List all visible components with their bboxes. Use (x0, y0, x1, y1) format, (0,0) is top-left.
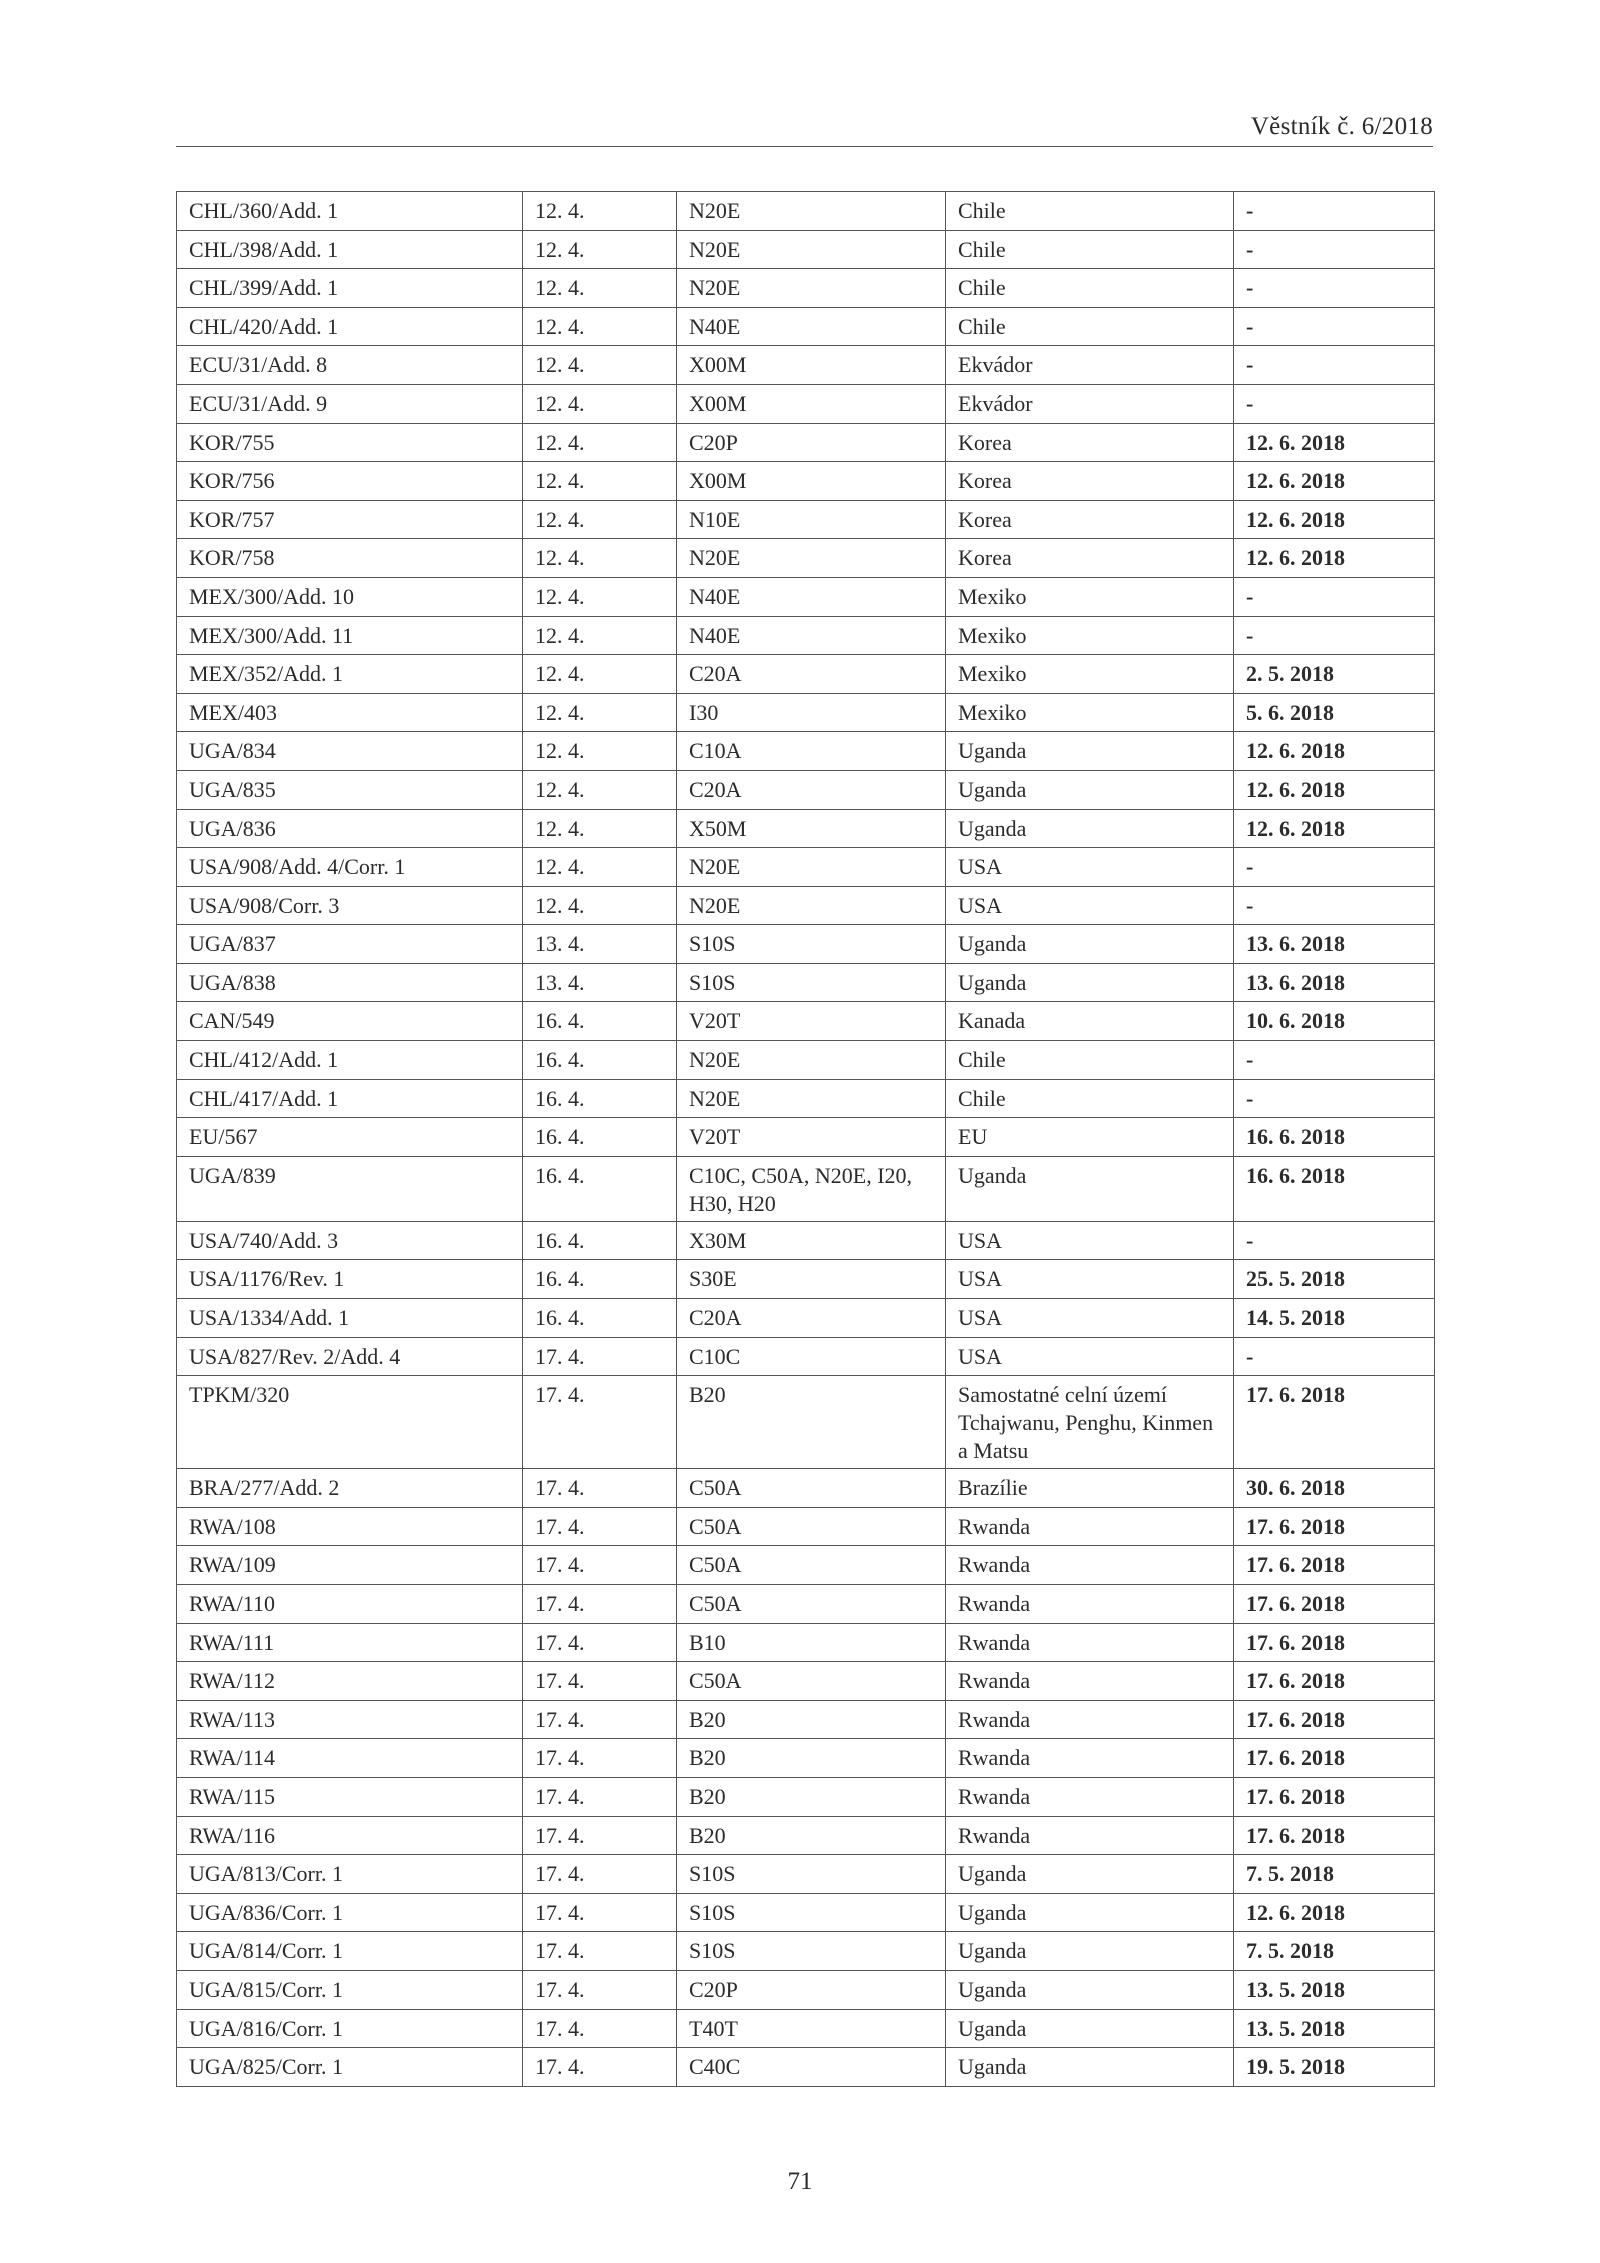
table-row (177, 1893, 1435, 1932)
notification-date-cell: 12. 4. (523, 809, 677, 848)
table-row (177, 1816, 1435, 1855)
notification-date-cell: 17. 4. (523, 1855, 677, 1894)
journal-title: Věstník č. 6/2018 (1250, 113, 1433, 140)
table-row (177, 963, 1435, 1002)
product-code-cell: C20A (677, 770, 946, 809)
notification-date-cell: 12. 4. (523, 616, 677, 655)
table-row (177, 1739, 1435, 1778)
document-id-cell: MEX/403 (177, 693, 523, 732)
deadline-cell: 19. 5. 2018 (1234, 2048, 1435, 2087)
member-cell: Korea (946, 500, 1234, 539)
product-code-cell: V20T (677, 1118, 946, 1157)
deadline-cell: 12. 6. 2018 (1234, 539, 1435, 578)
table-row (177, 384, 1435, 423)
member-cell: Rwanda (946, 1739, 1234, 1778)
product-code-cell: S10S (677, 1855, 946, 1894)
document-id-cell: ECU/31/Add. 9 (177, 384, 523, 423)
table-row (177, 1662, 1435, 1701)
table-row (177, 346, 1435, 385)
page-footer (0, 2168, 1600, 2196)
deadline-cell: - (1234, 577, 1435, 616)
product-code-cell: B20 (677, 1777, 946, 1816)
table-row (177, 1469, 1435, 1508)
member-cell: USA (946, 1221, 1234, 1260)
product-code-cell: C40C (677, 2048, 946, 2087)
notification-date-cell: 12. 4. (523, 423, 677, 462)
deadline-cell: 13. 6. 2018 (1234, 925, 1435, 964)
notification-date-cell: 12. 4. (523, 500, 677, 539)
document-id-cell: RWA/110 (177, 1585, 523, 1624)
member-cell: Samostatné celní území Tchajwanu, Penghu, Kinmen a Matsu (946, 1376, 1234, 1469)
deadline-cell: 12. 6. 2018 (1234, 770, 1435, 809)
deadline-cell: 14. 5. 2018 (1234, 1299, 1435, 1338)
deadline-cell: - (1234, 616, 1435, 655)
document-id-cell: CAN/549 (177, 1002, 523, 1041)
member-cell: Rwanda (946, 1777, 1234, 1816)
document-id-cell: USA/908/Corr. 3 (177, 886, 523, 925)
product-code-cell: N40E (677, 307, 946, 346)
deadline-cell: 12. 6. 2018 (1234, 423, 1435, 462)
deadline-cell: 17. 6. 2018 (1234, 1623, 1435, 1662)
member-cell: USA (946, 848, 1234, 887)
table-row (177, 1299, 1435, 1338)
product-code-cell: B20 (677, 1376, 946, 1469)
document-id-cell: RWA/111 (177, 1623, 523, 1662)
table-row (177, 423, 1435, 462)
product-code-cell: N20E (677, 269, 946, 308)
document-id-cell: CHL/417/Add. 1 (177, 1079, 523, 1118)
table-row (177, 886, 1435, 925)
notification-date-cell: 13. 4. (523, 925, 677, 964)
table-row (177, 616, 1435, 655)
member-cell: Brazílie (946, 1469, 1234, 1508)
member-cell: Chile (946, 1079, 1234, 1118)
product-code-cell: N20E (677, 886, 946, 925)
notification-date-cell: 16. 4. (523, 1118, 677, 1157)
notification-date-cell: 17. 4. (523, 1376, 677, 1469)
table-row (177, 1118, 1435, 1157)
notification-date-cell: 17. 4. (523, 1546, 677, 1585)
document-id-cell: CHL/360/Add. 1 (177, 192, 523, 231)
product-code-cell: S10S (677, 963, 946, 1002)
notification-date-cell: 12. 4. (523, 848, 677, 887)
document-id-cell: KOR/755 (177, 423, 523, 462)
member-cell: Rwanda (946, 1546, 1234, 1585)
member-cell: Rwanda (946, 1507, 1234, 1546)
deadline-cell: 25. 5. 2018 (1234, 1260, 1435, 1299)
notification-date-cell: 17. 4. (523, 1337, 677, 1376)
member-cell: Uganda (946, 1855, 1234, 1894)
document-id-cell: KOR/758 (177, 539, 523, 578)
member-cell: Korea (946, 462, 1234, 501)
deadline-cell: - (1234, 269, 1435, 308)
notifications-table-container (176, 191, 1434, 2087)
member-cell: USA (946, 1260, 1234, 1299)
document-id-cell: UGA/813/Corr. 1 (177, 1855, 523, 1894)
product-code-cell: N40E (677, 616, 946, 655)
notification-date-cell: 12. 4. (523, 192, 677, 231)
member-cell: Mexiko (946, 655, 1234, 694)
deadline-cell: 17. 6. 2018 (1234, 1376, 1435, 1469)
document-id-cell: RWA/109 (177, 1546, 523, 1585)
notification-date-cell: 12. 4. (523, 732, 677, 771)
table-row (177, 230, 1435, 269)
deadline-cell: 7. 5. 2018 (1234, 1855, 1435, 1894)
notification-date-cell: 17. 4. (523, 2009, 677, 2048)
deadline-cell: - (1234, 848, 1435, 887)
document-id-cell: CHL/398/Add. 1 (177, 230, 523, 269)
member-cell: Mexiko (946, 616, 1234, 655)
document-id-cell: UGA/839 (177, 1156, 523, 1221)
document-id-cell: USA/740/Add. 3 (177, 1221, 523, 1260)
member-cell: Uganda (946, 770, 1234, 809)
product-code-cell: S10S (677, 925, 946, 964)
table-row (177, 1260, 1435, 1299)
member-cell: Chile (946, 230, 1234, 269)
table-row (177, 1585, 1435, 1624)
product-code-cell: C50A (677, 1469, 946, 1508)
document-id-cell: RWA/114 (177, 1739, 523, 1778)
notification-date-cell: 12. 4. (523, 346, 677, 385)
page-header (176, 112, 1433, 147)
notification-date-cell: 16. 4. (523, 1156, 677, 1221)
notification-date-cell: 12. 4. (523, 307, 677, 346)
table-row (177, 1970, 1435, 2009)
product-code-cell: C20P (677, 423, 946, 462)
product-code-cell: N20E (677, 848, 946, 887)
table-row (177, 848, 1435, 887)
deadline-cell: 7. 5. 2018 (1234, 1932, 1435, 1971)
notification-date-cell: 17. 4. (523, 1816, 677, 1855)
deadline-cell: - (1234, 886, 1435, 925)
table-row (177, 1221, 1435, 1260)
notification-date-cell: 12. 4. (523, 539, 677, 578)
notification-date-cell: 17. 4. (523, 1970, 677, 2009)
document-id-cell: KOR/757 (177, 500, 523, 539)
deadline-cell: - (1234, 230, 1435, 269)
table-row (177, 925, 1435, 964)
document-id-cell: UGA/837 (177, 925, 523, 964)
deadline-cell: - (1234, 384, 1435, 423)
product-code-cell: C10A (677, 732, 946, 771)
product-code-cell: S30E (677, 1260, 946, 1299)
member-cell: Ekvádor (946, 384, 1234, 423)
deadline-cell: 10. 6. 2018 (1234, 1002, 1435, 1041)
member-cell: Uganda (946, 963, 1234, 1002)
member-cell: Uganda (946, 809, 1234, 848)
document-id-cell: UGA/834 (177, 732, 523, 771)
product-code-cell: C20A (677, 655, 946, 694)
page-number: 71 (787, 2168, 813, 2195)
deadline-cell: 17. 6. 2018 (1234, 1739, 1435, 1778)
notification-date-cell: 12. 4. (523, 770, 677, 809)
document-id-cell: UGA/816/Corr. 1 (177, 2009, 523, 2048)
table-row (177, 462, 1435, 501)
member-cell: Uganda (946, 732, 1234, 771)
table-row (177, 1932, 1435, 1971)
document-id-cell: UGA/814/Corr. 1 (177, 1932, 523, 1971)
product-code-cell: I30 (677, 693, 946, 732)
product-code-cell: N20E (677, 1041, 946, 1080)
deadline-cell: 16. 6. 2018 (1234, 1156, 1435, 1221)
member-cell: Uganda (946, 1970, 1234, 2009)
product-code-cell: B20 (677, 1739, 946, 1778)
notification-date-cell: 12. 4. (523, 462, 677, 501)
member-cell: Chile (946, 192, 1234, 231)
notification-date-cell: 12. 4. (523, 269, 677, 308)
deadline-cell: 17. 6. 2018 (1234, 1700, 1435, 1739)
table-row (177, 1041, 1435, 1080)
document-id-cell: CHL/420/Add. 1 (177, 307, 523, 346)
member-cell: Chile (946, 1041, 1234, 1080)
member-cell: Chile (946, 307, 1234, 346)
deadline-cell: - (1234, 1221, 1435, 1260)
notifications-table (176, 191, 1435, 2087)
document-id-cell: RWA/116 (177, 1816, 523, 1855)
document-id-cell: UGA/835 (177, 770, 523, 809)
deadline-cell: 17. 6. 2018 (1234, 1507, 1435, 1546)
deadline-cell: 17. 6. 2018 (1234, 1777, 1435, 1816)
notification-date-cell: 17. 4. (523, 1700, 677, 1739)
deadline-cell: 13. 5. 2018 (1234, 2009, 1435, 2048)
notification-date-cell: 17. 4. (523, 1623, 677, 1662)
deadline-cell: 16. 6. 2018 (1234, 1118, 1435, 1157)
table-row (177, 1855, 1435, 1894)
product-code-cell: X50M (677, 809, 946, 848)
product-code-cell: N20E (677, 230, 946, 269)
notification-date-cell: 12. 4. (523, 886, 677, 925)
member-cell: Uganda (946, 2009, 1234, 2048)
member-cell: Rwanda (946, 1623, 1234, 1662)
deadline-cell: 12. 6. 2018 (1234, 1893, 1435, 1932)
notification-date-cell: 17. 4. (523, 1932, 677, 1971)
table-row (177, 1623, 1435, 1662)
document-id-cell: TPKM/320 (177, 1376, 523, 1469)
member-cell: EU (946, 1118, 1234, 1157)
table-row (177, 500, 1435, 539)
table-row (177, 307, 1435, 346)
notification-date-cell: 17. 4. (523, 1893, 677, 1932)
deadline-cell: - (1234, 307, 1435, 346)
deadline-cell: - (1234, 1337, 1435, 1376)
document-id-cell: UGA/836 (177, 809, 523, 848)
table-row (177, 693, 1435, 732)
product-code-cell: X00M (677, 384, 946, 423)
table-row (177, 1079, 1435, 1118)
notification-date-cell: 17. 4. (523, 1739, 677, 1778)
table-row (177, 1507, 1435, 1546)
document-id-cell: RWA/115 (177, 1777, 523, 1816)
product-code-cell: S10S (677, 1893, 946, 1932)
document-id-cell: USA/1334/Add. 1 (177, 1299, 523, 1338)
notification-date-cell: 17. 4. (523, 1507, 677, 1546)
document-id-cell: MEX/300/Add. 11 (177, 616, 523, 655)
table-row (177, 1156, 1435, 1221)
product-code-cell: T40T (677, 2009, 946, 2048)
notification-date-cell: 12. 4. (523, 577, 677, 616)
product-code-cell: X00M (677, 346, 946, 385)
product-code-cell: N10E (677, 500, 946, 539)
notification-date-cell: 13. 4. (523, 963, 677, 1002)
table-row (177, 732, 1435, 771)
document-id-cell: USA/827/Rev. 2/Add. 4 (177, 1337, 523, 1376)
product-code-cell: V20T (677, 1002, 946, 1041)
deadline-cell: 12. 6. 2018 (1234, 462, 1435, 501)
table-body (177, 192, 1435, 2087)
member-cell: USA (946, 1299, 1234, 1338)
deadline-cell: - (1234, 1041, 1435, 1080)
notification-date-cell: 17. 4. (523, 1585, 677, 1624)
product-code-cell: C20P (677, 1970, 946, 2009)
table-row (177, 655, 1435, 694)
member-cell: Uganda (946, 2048, 1234, 2087)
product-code-cell: C50A (677, 1662, 946, 1701)
table-row (177, 809, 1435, 848)
notification-date-cell: 16. 4. (523, 1002, 677, 1041)
deadline-cell: - (1234, 346, 1435, 385)
product-code-cell: X00M (677, 462, 946, 501)
member-cell: Rwanda (946, 1662, 1234, 1701)
product-code-cell: N20E (677, 539, 946, 578)
document-id-cell: BRA/277/Add. 2 (177, 1469, 523, 1508)
product-code-cell: C50A (677, 1546, 946, 1585)
table-row (177, 1700, 1435, 1739)
notification-date-cell: 16. 4. (523, 1041, 677, 1080)
member-cell: Rwanda (946, 1816, 1234, 1855)
table-row (177, 1546, 1435, 1585)
notification-date-cell: 12. 4. (523, 230, 677, 269)
document-id-cell: MEX/352/Add. 1 (177, 655, 523, 694)
deadline-cell: 12. 6. 2018 (1234, 500, 1435, 539)
deadline-cell: 17. 6. 2018 (1234, 1546, 1435, 1585)
document-id-cell: UGA/838 (177, 963, 523, 1002)
document-id-cell: MEX/300/Add. 10 (177, 577, 523, 616)
notification-date-cell: 17. 4. (523, 1662, 677, 1701)
deadline-cell: 12. 6. 2018 (1234, 732, 1435, 771)
notification-date-cell: 17. 4. (523, 1469, 677, 1508)
table-row (177, 1002, 1435, 1041)
member-cell: Korea (946, 423, 1234, 462)
member-cell: Uganda (946, 1893, 1234, 1932)
product-code-cell: C20A (677, 1299, 946, 1338)
member-cell: Mexiko (946, 577, 1234, 616)
document-id-cell: CHL/412/Add. 1 (177, 1041, 523, 1080)
table-row (177, 1337, 1435, 1376)
deadline-cell: 2. 5. 2018 (1234, 655, 1435, 694)
product-code-cell: N40E (677, 577, 946, 616)
deadline-cell: - (1234, 192, 1435, 231)
notification-date-cell: 16. 4. (523, 1260, 677, 1299)
table-row (177, 577, 1435, 616)
member-cell: Chile (946, 269, 1234, 308)
document-id-cell: ECU/31/Add. 8 (177, 346, 523, 385)
member-cell: Uganda (946, 1156, 1234, 1221)
product-code-cell: S10S (677, 1932, 946, 1971)
document-id-cell: CHL/399/Add. 1 (177, 269, 523, 308)
document-id-cell: UGA/825/Corr. 1 (177, 2048, 523, 2087)
table-row (177, 1777, 1435, 1816)
document-id-cell: KOR/756 (177, 462, 523, 501)
product-code-cell: B20 (677, 1700, 946, 1739)
document-id-cell: RWA/108 (177, 1507, 523, 1546)
product-code-cell: B20 (677, 1816, 946, 1855)
notification-date-cell: 12. 4. (523, 655, 677, 694)
notification-date-cell: 12. 4. (523, 693, 677, 732)
product-code-cell: C50A (677, 1585, 946, 1624)
member-cell: Ekvádor (946, 346, 1234, 385)
product-code-cell: N20E (677, 1079, 946, 1118)
table-row (177, 2048, 1435, 2087)
product-code-cell: C50A (677, 1507, 946, 1546)
member-cell: USA (946, 886, 1234, 925)
product-code-cell: C10C (677, 1337, 946, 1376)
document-id-cell: RWA/113 (177, 1700, 523, 1739)
notification-date-cell: 17. 4. (523, 2048, 677, 2087)
table-row (177, 770, 1435, 809)
product-code-cell: N20E (677, 192, 946, 231)
document-id-cell: USA/908/Add. 4/Corr. 1 (177, 848, 523, 887)
member-cell: Kanada (946, 1002, 1234, 1041)
member-cell: Uganda (946, 925, 1234, 964)
member-cell: Korea (946, 539, 1234, 578)
table-row (177, 2009, 1435, 2048)
table-row (177, 539, 1435, 578)
deadline-cell: 12. 6. 2018 (1234, 809, 1435, 848)
product-code-cell: B10 (677, 1623, 946, 1662)
deadline-cell: 13. 6. 2018 (1234, 963, 1435, 1002)
deadline-cell: 13. 5. 2018 (1234, 1970, 1435, 2009)
deadline-cell: - (1234, 1079, 1435, 1118)
deadline-cell: 17. 6. 2018 (1234, 1662, 1435, 1701)
document-id-cell: UGA/836/Corr. 1 (177, 1893, 523, 1932)
notification-date-cell: 12. 4. (523, 384, 677, 423)
table-row (177, 1376, 1435, 1469)
table-row (177, 192, 1435, 231)
deadline-cell: 30. 6. 2018 (1234, 1469, 1435, 1508)
product-code-cell: X30M (677, 1221, 946, 1260)
notification-date-cell: 17. 4. (523, 1777, 677, 1816)
deadline-cell: 5. 6. 2018 (1234, 693, 1435, 732)
member-cell: USA (946, 1337, 1234, 1376)
notification-date-cell: 16. 4. (523, 1221, 677, 1260)
member-cell: Uganda (946, 1932, 1234, 1971)
deadline-cell: 17. 6. 2018 (1234, 1585, 1435, 1624)
notification-date-cell: 16. 4. (523, 1299, 677, 1338)
notification-date-cell: 16. 4. (523, 1079, 677, 1118)
document-id-cell: EU/567 (177, 1118, 523, 1157)
member-cell: Rwanda (946, 1585, 1234, 1624)
table-row (177, 269, 1435, 308)
document-id-cell: USA/1176/Rev. 1 (177, 1260, 523, 1299)
member-cell: Mexiko (946, 693, 1234, 732)
member-cell: Rwanda (946, 1700, 1234, 1739)
deadline-cell: 17. 6. 2018 (1234, 1816, 1435, 1855)
document-id-cell: UGA/815/Corr. 1 (177, 1970, 523, 2009)
product-code-cell: C10C, C50A, N20E, I20, H30, H20 (677, 1156, 946, 1221)
document-id-cell: RWA/112 (177, 1662, 523, 1701)
